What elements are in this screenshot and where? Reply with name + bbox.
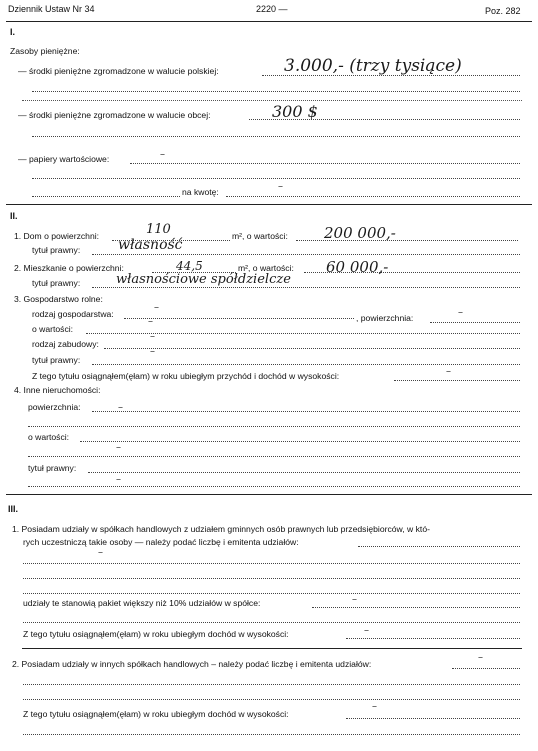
other-area-label: powierzchnia: <box>28 402 81 412</box>
cash-title: Zasoby pieniężne: <box>10 46 80 56</box>
position-number: Poz. 282 <box>485 6 521 16</box>
securities-line-2 <box>32 178 520 179</box>
other-shares-blank-1 <box>23 684 520 685</box>
other-area-value: – <box>118 402 123 413</box>
shares-item-1-line <box>358 546 520 547</box>
item-1-rule <box>22 648 522 649</box>
other-shares-income-label: Z tego tytułu osiągnąłem(ęłam) w roku ubiegłym dochód w wysokości: <box>23 709 289 719</box>
flat-value: 60 000,- <box>326 258 389 276</box>
shares-blank-1 <box>23 563 520 564</box>
other-property-label: 4. Inne nieruchomości: <box>14 385 101 395</box>
other-shares-income-line-2 <box>23 734 520 735</box>
shares-income-value: – <box>364 625 369 636</box>
farm-area-line <box>430 322 520 323</box>
other-value-line-2 <box>28 456 520 457</box>
pln-label: — środki pieniężne zgromadzone w walucie polskiej: <box>18 66 219 76</box>
shares-income-line <box>346 638 520 639</box>
amount-line <box>226 196 520 197</box>
amount-value: – <box>278 181 283 192</box>
farm-title-value: – <box>150 346 155 357</box>
foreign-label: — środki pieniężne zgromadzone w walucie obcej: <box>18 110 211 120</box>
house-area: 110 <box>146 222 171 237</box>
amount-pre-line <box>32 196 180 197</box>
house-value: 200 000,- <box>324 224 396 242</box>
journal-name: Dziennik Ustaw Nr 34 <box>8 4 95 14</box>
securities-line <box>130 163 520 164</box>
house-title-label: tytuł prawny: <box>32 245 81 255</box>
securities-value: – <box>160 149 165 160</box>
farm-area-label: , powierzchnia: <box>356 313 414 323</box>
other-area-line-2 <box>28 426 520 427</box>
farm-type-value: – <box>154 302 159 313</box>
shares-blank-2 <box>23 578 520 579</box>
other-shares-income-line <box>346 718 520 719</box>
other-shares-label: 2. Posiadam udziały w innych spółkach handlowych – należy podać liczbę i emitenta udziałów: <box>12 659 372 669</box>
section-2-rule <box>6 494 532 495</box>
flat-label: 2. Mieszkanie o powierzchni: <box>14 263 124 273</box>
house-title-line <box>92 254 520 255</box>
pln-line-3 <box>22 100 522 101</box>
house-label: 1. Dom o powierzchni: <box>14 231 100 241</box>
shares-income-label: Z tego tytułu osiągnąłem(ęłam) w roku ubiegłym dochód w wysokości: <box>23 629 289 639</box>
shares-10pct-line-2 <box>23 622 520 623</box>
other-shares-line <box>452 668 520 669</box>
farm-type-line <box>124 318 354 319</box>
shares-10pct-value: – <box>352 594 357 605</box>
section-3-number: III. <box>8 504 19 514</box>
shares-10pct-label: udziały te stanowią pakiet większy niż 10% udziałów w spółce: <box>23 598 261 608</box>
flat-title: własnościowe spółdzielcze <box>116 272 291 287</box>
farm-income-line <box>394 380 520 381</box>
shares-blank-3 <box>23 593 520 594</box>
other-shares-income-value: – <box>372 701 377 712</box>
other-title-label: tytuł prawny: <box>28 463 77 473</box>
other-title-line <box>88 472 520 473</box>
pln-line-2 <box>32 91 520 92</box>
other-shares-blank-2 <box>23 699 520 700</box>
farm-building-label: rodzaj zabudowy: <box>32 339 99 349</box>
other-value-line <box>80 441 520 442</box>
flat-unit: m², o wartości: <box>238 263 294 273</box>
other-title-line-2 <box>28 486 520 487</box>
farm-value: – <box>148 316 153 327</box>
amount-label: na kwotę: <box>182 187 219 197</box>
flat-area: 44,5 <box>176 259 203 273</box>
shares-item-1-dash: – <box>98 547 103 558</box>
section-1-rule <box>6 204 532 205</box>
house-unit: m², o wartości: <box>232 231 288 241</box>
other-value-label: o wartości: <box>28 432 70 442</box>
flat-title-line <box>92 287 520 288</box>
farm-building-line <box>104 348 520 349</box>
section-1-number: I. <box>10 27 16 37</box>
farm-type-label: rodzaj gospodarstwa: <box>32 309 114 319</box>
farm-value-label: o wartości: <box>32 324 74 334</box>
header-rule <box>6 21 532 22</box>
shares-item-1-line-2: rych uczestniczą takie osoby — należy podać liczbę i emitenta udziałów: <box>23 537 299 547</box>
farm-building-value: – <box>150 331 155 342</box>
house-title: własność <box>118 237 183 253</box>
other-shares-value: – <box>478 652 483 663</box>
foreign-line-2 <box>32 136 520 137</box>
farm-income-value: – <box>446 366 451 377</box>
farm-title-line <box>92 364 520 365</box>
pln-value: 3.000,- (trzy tysiące) <box>284 56 462 76</box>
other-title-value: – <box>116 474 121 485</box>
shares-item-1-line-1: 1. Posiadam udziały w spółkach handlowych z udziałem gminnych osób prawnych lub przedsiębiorców, w któ- <box>12 524 430 534</box>
foreign-value: 300 $ <box>272 102 318 121</box>
page-number: 2220 — <box>256 4 288 14</box>
other-value: – <box>116 442 121 453</box>
farm-title-label: tytuł prawny: <box>32 355 81 365</box>
flat-title-label: tytuł prawny: <box>32 278 81 288</box>
farm-area-value: – <box>458 307 463 318</box>
farm-label: 3. Gospodarstwo rolne: <box>14 294 103 304</box>
securities-label: — papiery wartościowe: <box>18 154 110 164</box>
farm-income-label: Z tego tytułu osiągnąłem(ęłam) w roku ubiegłym przychód i dochód w wysokości: <box>32 371 340 381</box>
shares-10pct-line <box>312 607 520 608</box>
section-2-number: II. <box>10 211 18 221</box>
other-area-line <box>92 411 520 412</box>
